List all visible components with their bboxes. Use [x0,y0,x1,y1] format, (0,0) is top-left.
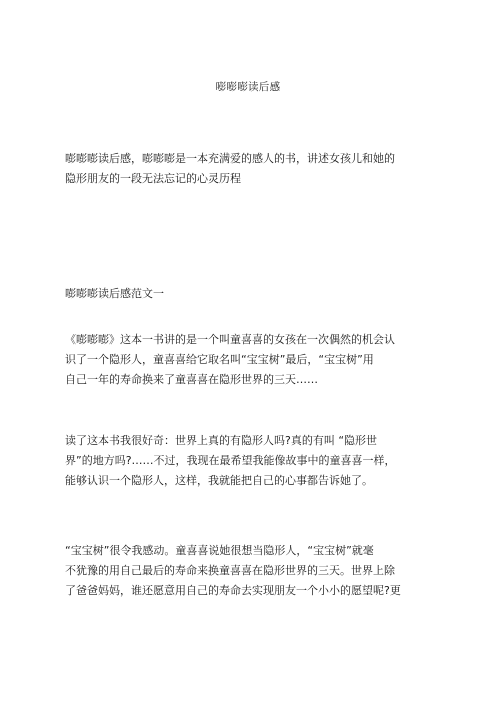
body-paragraph-1 [65,330,435,390]
intro-line: 隐形朋友的一段无法忘记的心灵历程 [65,172,241,185]
paragraph-line: 自己一年的寿命换来了童喜喜在隐形世界的三天…… [65,373,318,386]
section-heading-text: 嘭嘭嘭读后感范文一 [65,287,164,300]
paragraph-line: 识了一个隐形人，童喜喜给它取名叫“宝宝树”最后，“宝宝树”用 [65,353,374,366]
paragraph-line: 不犹豫的用自己最后的寿命来换童喜喜在隐形世界的三天。世界上除 [65,564,395,577]
paragraph-line: 界”的地方吗?……不过，我现在最希望我能像故事中的童喜喜一样， [65,454,396,467]
intro-line: 嘭嘭嘭读后感，嘭嘭嘭是一本充满爱的感人的书，讲述女孩儿和她的 [65,152,395,165]
paragraph-line: 了爸爸妈妈，谁还愿意用自己的寿命去实现朋友一个小小的愿望呢?更 [65,584,401,597]
paragraph-line: “宝宝树”很令我感动。童喜喜说她很想当隐形人，“宝宝树”就毫 [65,544,374,557]
section-heading [65,284,435,304]
body-paragraph-3 [65,541,435,601]
paragraph-line: 读了这本书我很好奇：世界上真的有隐形人吗?真的有叫 “隐形世 [65,434,378,447]
paragraph-line: 能够认识一个隐形人，这样，我就能把自己的心事都告诉她了。 [65,474,373,487]
paragraph-line: 《嘭嘭嘭》这本一书讲的是一个叫童喜喜的女孩在一次偶然的机会认 [65,333,395,346]
intro-paragraph [65,149,435,189]
document-title: 嘭嘭嘭读后感 [215,81,281,93]
body-paragraph-2 [65,431,435,491]
